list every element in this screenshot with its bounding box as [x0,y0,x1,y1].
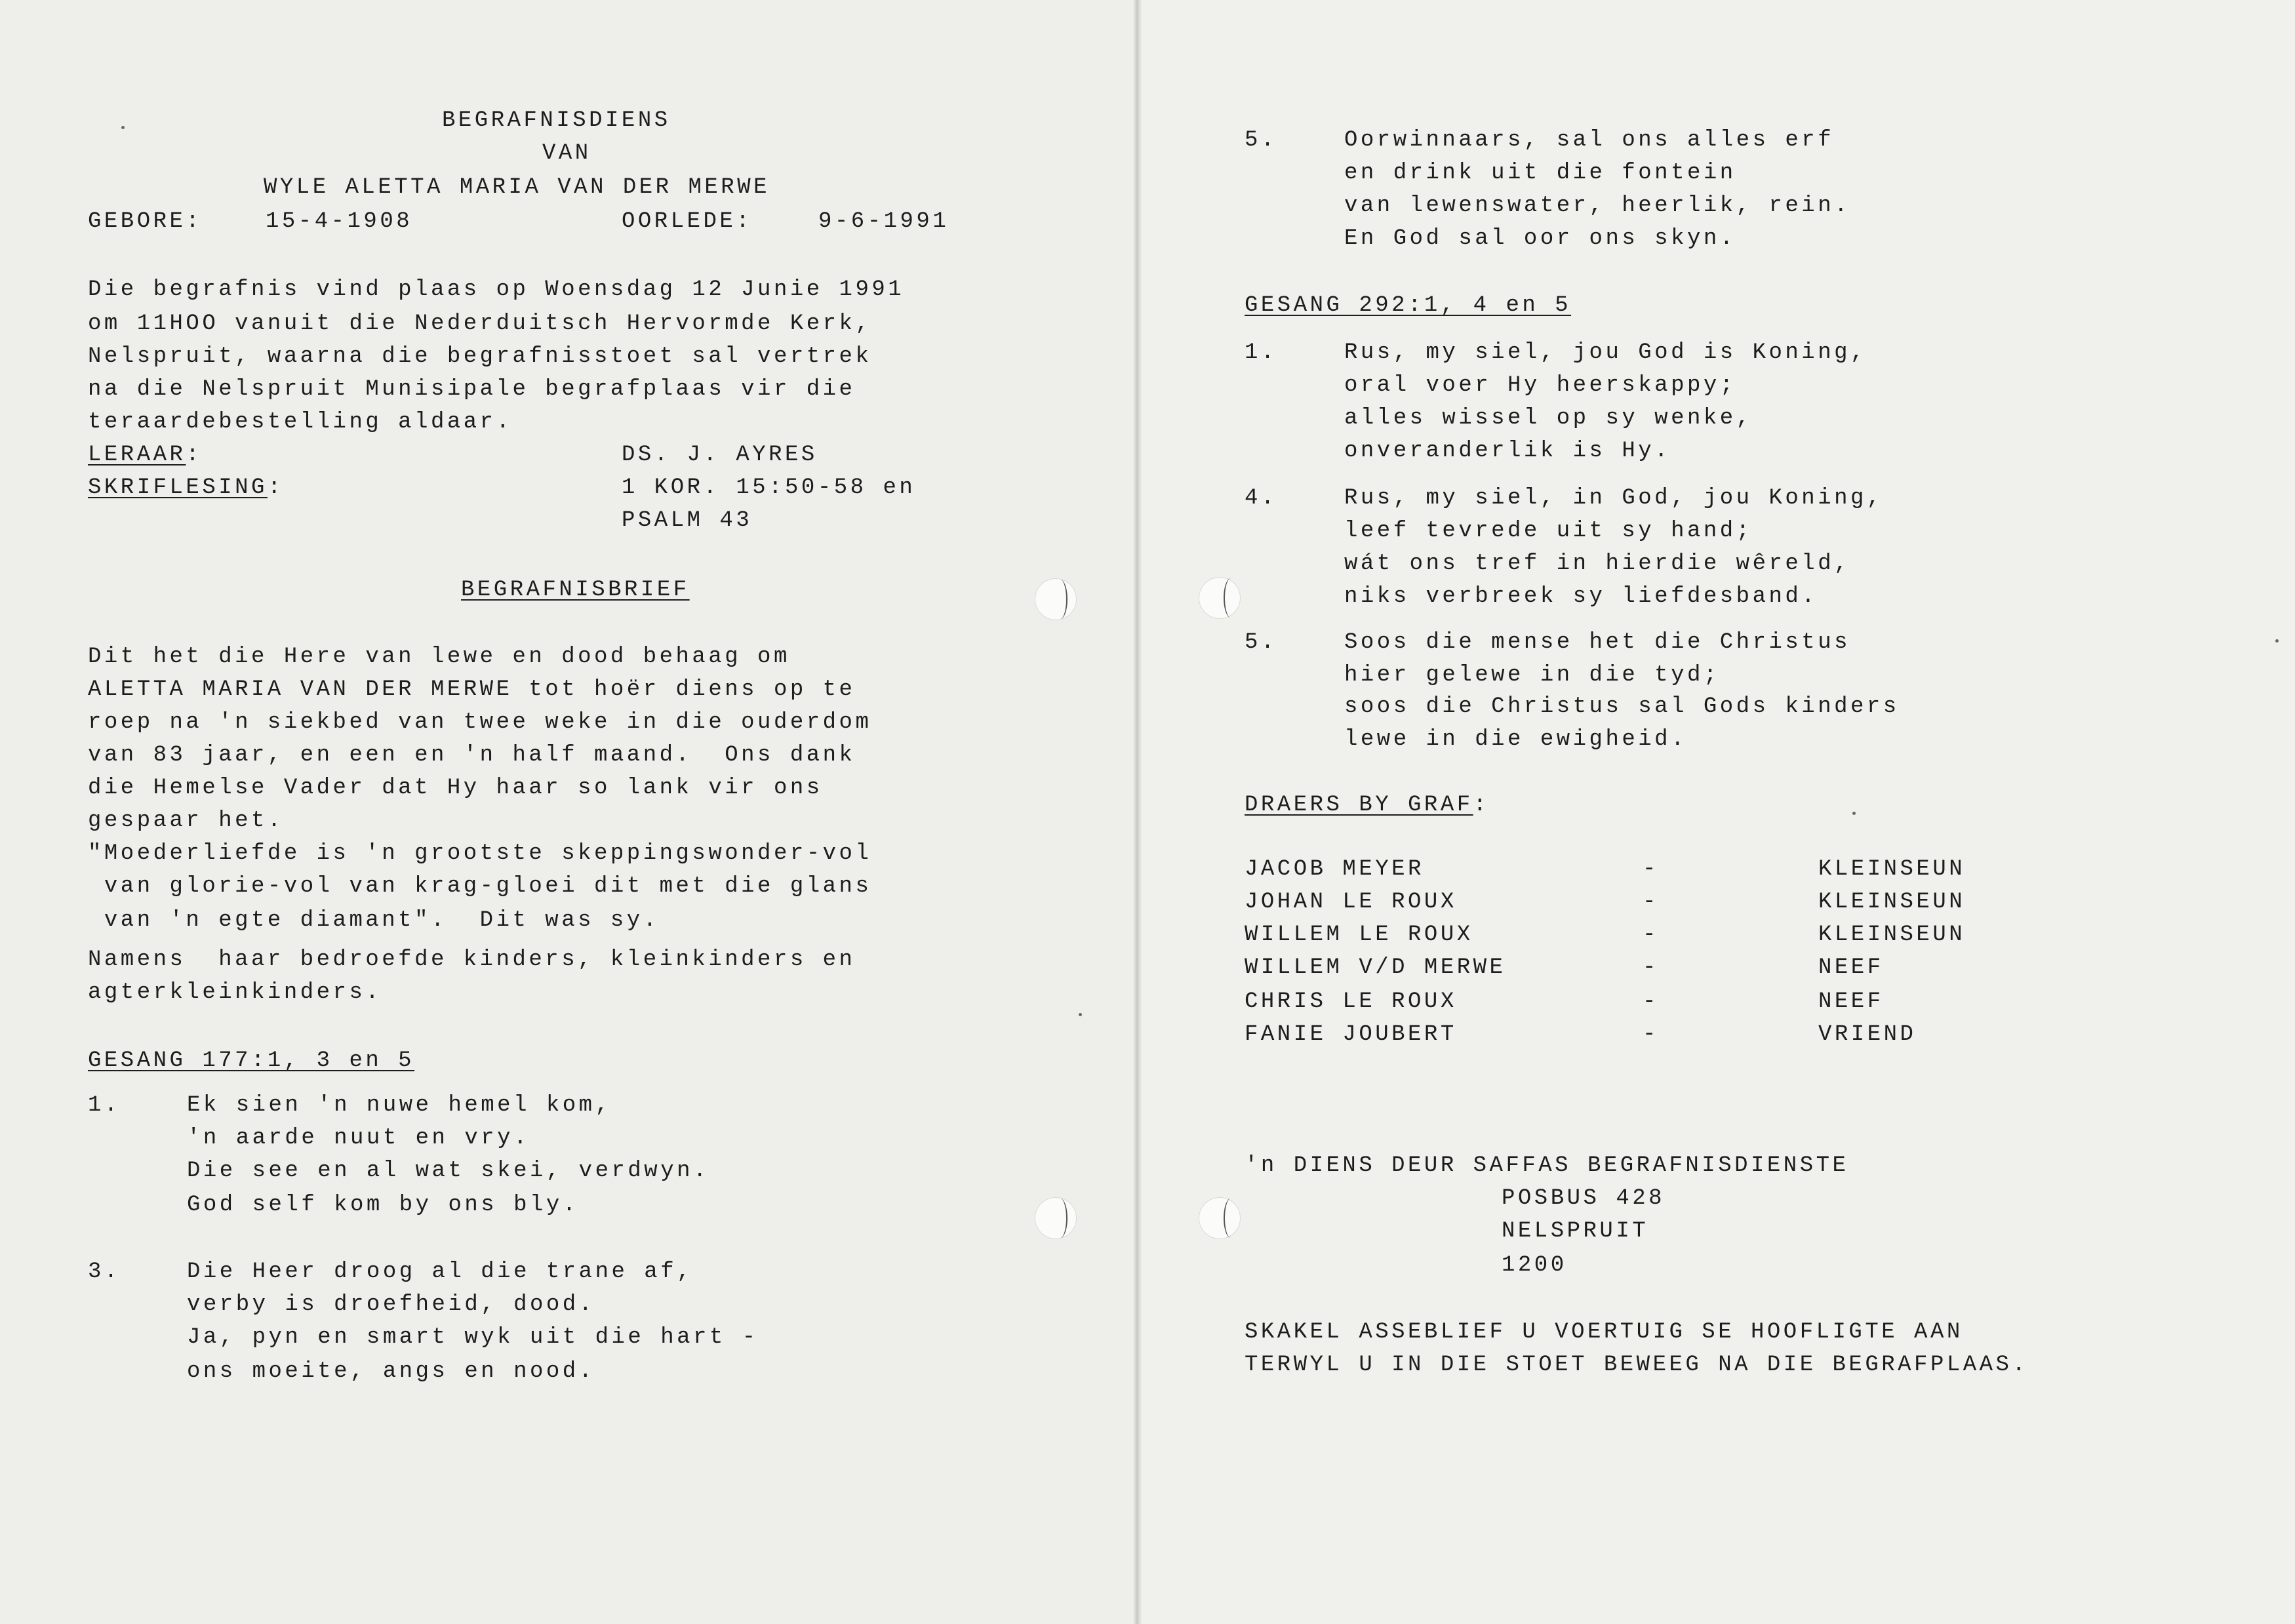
verse-line: van lewenswater, heerlik, rein. [1344,193,1851,218]
letter-line: "Moederliefde is 'n grootste skeppingswonder-vol [88,841,872,866]
letter-line: die Hemelse Vader dat Hy haar so lank vir ons [88,776,823,801]
bearer-relation: KLEINSEUN [1818,922,1966,947]
letter-line: ALETTA MARIA VAN DER MERWE tot hoër diens op te [88,677,856,702]
hymn-heading: GESANG 177:1, 3 en 5 [88,1048,415,1073]
minister-label: LERAAR: [88,443,203,467]
verse-line: onveranderlik is Hy. [1344,439,1671,464]
service-line: POSBUS 428 [1502,1186,1666,1211]
bearer-name: WILLEM LE ROUX [1245,922,1473,947]
closing-line: agterkleinkinders. [88,980,382,1005]
letter-line: van 83 jaar, en een en 'n half maand. Ons dank [88,743,856,768]
hole-edge [1224,1198,1238,1238]
verse-line: Soos die mense het die Christus [1344,630,1851,655]
bearer-dash: - [1643,922,1659,947]
closing-line: Namens haar bedroefde kinders, kleinkinders en [88,947,856,972]
verse-line: niks verbreek sy liefdesband. [1344,584,1818,609]
verse-line: Die see en al wat skei, verdwyn. [187,1159,709,1183]
born-date: 15-4-1908 [266,209,413,234]
verse-number: 3. [88,1259,121,1284]
verse-line: wát ons tref in hierdie wêreld, [1344,551,1851,576]
born-label: GEBORE: [88,209,203,234]
intro-line: Nelspruit, waarna die begrafnisstoet sal vertrek [88,344,872,369]
bearer-name: JACOB MEYER [1245,857,1424,882]
verse-line: verby is droefheid, dood. [187,1292,595,1317]
verse-line: ons moeite, angs en nood. [187,1359,595,1384]
notice-line: SKAKEL ASSEBLIEF U VOERTUIG SE HOOFLIGTE AAN [1245,1320,1963,1345]
bearer-dash: - [1643,989,1659,1014]
bearer-dash: - [1643,1022,1659,1047]
deceased-name: WYLE ALETTA MARIA VAN DER MERWE [264,175,770,200]
bearer-relation: KLEINSEUN [1818,890,1966,915]
service-line: 'n DIENS DEUR SAFFAS BEGRAFNISDIENSTE [1245,1153,1849,1178]
intro-line: na die Nelspruit Munisipale begrafplaas vir die [88,377,856,402]
verse-number: 1. [88,1093,121,1118]
verse-line: alles wissel op sy wenke, [1344,406,1753,431]
reading-value: PSALM 43 [622,508,753,533]
minister-value: DS. J. AYRES [622,443,818,467]
verse-line: God self kom by ons bly. [187,1193,579,1218]
bearer-name: WILLEM V/D MERWE [1245,955,1506,980]
letter-line: van 'n egte diamant". Dit was sy. [88,908,660,933]
intro-line: teraardebestelling aldaar. [88,410,513,435]
hole-edge [1224,578,1238,618]
letter-heading: BEGRAFNISBRIEF [461,578,690,603]
intro-line: Die begrafnis vind plaas op Woensdag 12 Junie 1991 [88,277,905,302]
verse-line: Ja, pyn en smart wyk uit die hart - [187,1325,759,1350]
hymn-heading: GESANG 292:1, 4 en 5 [1245,293,1572,318]
service-line: NELSPRUIT [1502,1219,1649,1244]
bearers-heading: DRAERS BY GRAF: [1245,793,1490,818]
title-line: BEGRAFNISDIENS [442,108,671,133]
intro-line: om 11HOO vanuit die Nederduitsch Hervormde Kerk, [88,311,872,336]
letter-line: Dit het die Here van lewe en dood behaag om [88,644,790,669]
verse-line: Rus, my siel, in God, jou Koning, [1344,486,1883,511]
verse-line: oral voer Hy heerskappy; [1344,373,1736,398]
verse-number: 1. [1245,340,1277,365]
service-line: 1200 [1502,1253,1567,1278]
verse-line: Ek sien 'n nuwe hemel kom, [187,1093,612,1118]
bearer-relation: VRIEND [1818,1022,1917,1047]
letter-line: roep na 'n siekbed van twee weke in die ouderdom [88,710,872,735]
verse-line: en drink uit die fontein [1344,161,1736,186]
notice-line: TERWYL U IN DIE STOET BEWEEG NA DIE BEGRAFPLAAS. [1245,1353,2029,1377]
verse-line: leef tevrede uit sy hand; [1344,519,1753,544]
hole-edge [1053,580,1068,619]
bearer-dash: - [1643,857,1659,882]
bearer-name: CHRIS LE ROUX [1245,989,1457,1014]
scan-speck [1079,1013,1082,1016]
verse-line: Rus, my siel, jou God is Koning, [1344,340,1867,365]
reading-value: 1 KOR. 15:50-58 en [622,475,916,500]
scan-speck [2275,639,2279,643]
verse-number: 5. [1245,630,1277,655]
bearer-dash: - [1643,955,1659,980]
bearer-relation: NEEF [1818,989,1884,1014]
letter-line: van glorie-vol van krag-gloei dit met die glans [88,874,872,899]
died-label: OORLEDE: [622,209,753,234]
reading-label: SKRIFLESING: [88,475,284,500]
verse-line: lewe in die ewigheid. [1344,727,1687,752]
hole-edge [1053,1198,1068,1238]
died-date: 9-6-1991 [818,209,949,234]
verse-line: Die Heer droog al die trane af, [187,1259,694,1284]
scan-speck [1852,812,1856,815]
scan-speck [121,126,125,129]
page-fold [1132,0,1143,1624]
title-line: VAN [542,141,591,166]
bearer-dash: - [1643,890,1659,915]
verse-number: 5. [1245,128,1277,153]
verse-line: 'n aarde nuut en vry. [187,1126,530,1151]
bearer-name: JOHAN LE ROUX [1245,890,1457,915]
bearer-name: FANIE JOUBERT [1245,1022,1457,1047]
bearer-relation: NEEF [1818,955,1884,980]
letter-line: gespaar het. [88,808,284,833]
bearer-relation: KLEINSEUN [1818,857,1966,882]
verse-number: 4. [1245,486,1277,511]
verse-line: hier gelewe in die tyd; [1344,663,1720,688]
verse-line: En God sal oor ons skyn. [1344,226,1736,251]
verse-line: Oorwinnaars, sal ons alles erf [1344,128,1835,153]
verse-line: soos die Christus sal Gods kinders [1344,694,1900,719]
